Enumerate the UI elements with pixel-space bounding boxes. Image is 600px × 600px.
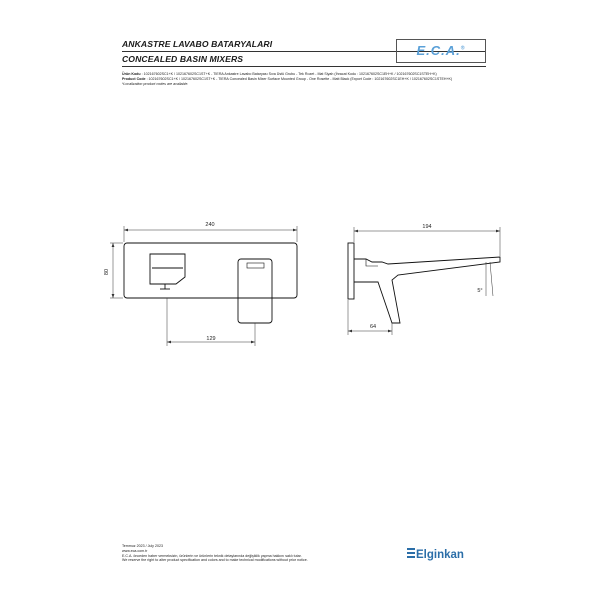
dim-offset-label: 129 — [206, 336, 216, 342]
product-code-label-en: Product Code — [122, 76, 146, 81]
dim-angle-label: 5° — [477, 288, 483, 294]
front-handle — [150, 254, 185, 284]
dim-width-label: 240 — [205, 222, 215, 228]
footer-note-en: We reserve the right to alter product specification and colors and to make technical modifications without prior notice. — [122, 558, 308, 563]
dim-depth-label: 64 — [369, 324, 377, 330]
product-code-text-en: : 102167602SC1+K / 102167602SC1ST+K - TIERA Concealed Basin Mixer Surface Mounted Group - One Rosette - Matt Black (Export Code : 102167602SC1EH+K / 102167602SC1STEH+K) — [146, 76, 453, 81]
product-code-label-tr: Ürün Kodu — [122, 72, 141, 76]
dim-projection-label: 194 — [422, 224, 432, 230]
elginkan-text: Elginkan — [416, 549, 464, 561]
logo-text: E.C.A. — [416, 43, 461, 58]
localization-note: *Localization product codes are available. — [122, 81, 189, 86]
footer-url[interactable]: www.eca.com.tr — [122, 548, 148, 553]
elginkan-mark-icon — [407, 548, 414, 561]
title-turkish: ANKASTRE LAVABO BATARYALARI — [122, 39, 273, 49]
title-english: CONCEALED BASIN MIXERS — [122, 54, 244, 64]
side-wall-plate — [348, 243, 354, 299]
registered-mark: ® — [460, 45, 466, 52]
footer — [122, 544, 308, 563]
front-spout — [238, 259, 272, 323]
footer-note-tr: E.C.A. önceden haber vermeksizin, ürünlerin ve ürünlerin teknik detaylarında değişiklik yapma hakkını saklı tutar. — [122, 553, 302, 558]
dim-height-label: 80 — [104, 268, 110, 276]
elginkan-logo — [407, 548, 464, 561]
product-code-text-tr: : 102167602SC1+K / 102167602SC1ST+K - TIERA Ankastre Lavabo Bataryası Sıva Üstü Grubu - Tek Rozet - Mat Siyah (İhracat Kodu : 102167602SC1EH+K / 102167602SC1STEH+K) — [141, 72, 437, 76]
footer-date: Temmuz 2023 / July 2023 — [122, 544, 163, 548]
